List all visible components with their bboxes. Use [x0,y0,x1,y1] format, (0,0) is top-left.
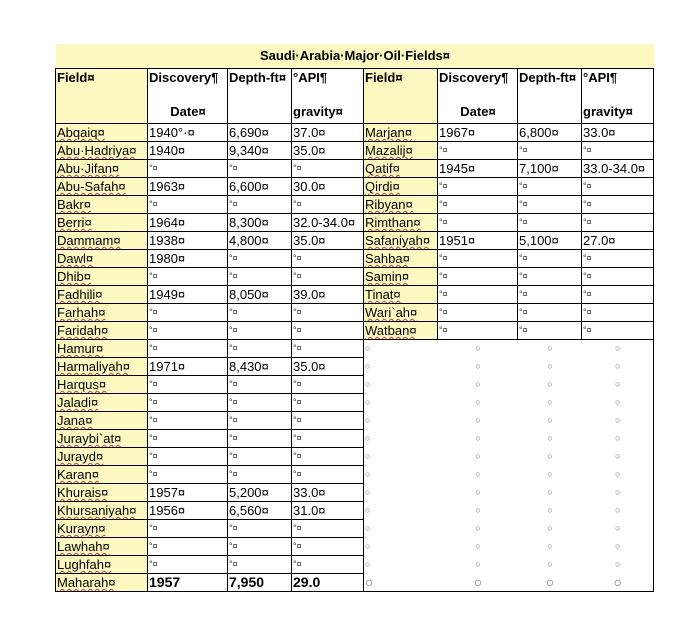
field-name-cell: Harmaliyah¤ [56,358,148,376]
empty-cell-marker: ○ [364,466,438,484]
field-name-cell: Abu·Hadriya¤ [56,142,148,160]
empty-cell-marker: ○ [475,504,481,515]
empty-cell-marker: ○ [475,378,481,389]
value-cell: 33.0¤ [582,124,654,142]
empty-cell-marker: ○ [364,538,438,556]
empty-cell-marker: ○ [547,378,553,389]
field-name-cell: Faridah¤ [56,322,148,340]
empty-cell-marker: ○ [475,540,481,551]
value-cell: 1949¤ [148,286,228,304]
empty-cell-marker: ○ [547,396,553,407]
table-row [56,538,654,556]
value-cell: °¤ [292,322,364,340]
value-cell: °¤ [228,466,292,484]
field-name-cell: Jurayd¤ [56,448,148,466]
empty-cell-marker: ○ [475,522,481,533]
table-row [56,304,654,322]
table-row [56,286,654,304]
field-name-cell: Khursaniyah¤ [56,502,148,520]
value-cell: °¤ [228,250,292,268]
value-cell: °¤ [518,142,582,160]
value-cell: °¤ [292,304,364,322]
field-name-cell: Khurais¤ [56,484,148,502]
value-cell: °¤ [582,196,654,214]
value-cell: °¤ [228,340,292,358]
empty-cell-marker: ○ [582,520,654,538]
value-cell: 1938¤ [148,232,228,250]
value-cell: °¤ [148,196,228,214]
header-discovery-left: Discovery¶ Date¤ [148,69,228,124]
empty-cell-marker: ○ [475,414,481,425]
field-name-cell: Jaladi¤ [56,394,148,412]
value-cell: °¤ [292,160,364,178]
value-cell: 31.0¤ [292,502,364,520]
value-cell: 7,950 [228,574,292,592]
empty-cell-marker: ○ [547,343,553,353]
value-cell: °¤ [582,322,654,340]
empty-cell-marker: ○ [364,394,438,412]
value-cell: °¤ [228,268,292,286]
table-row [56,214,654,232]
field-name-cell: Rimthan¤ [364,214,438,232]
table-row [56,340,654,358]
value-cell: 1963¤ [148,178,228,196]
value-cell: 1945¤ [438,160,518,178]
value-cell: °¤ [148,376,228,394]
field-name-cell: Karan¤ [56,466,148,484]
field-name-cell: Bakr¤ [56,196,148,214]
value-cell: °¤ [518,214,582,232]
empty-cell-marker: ○ [547,414,553,425]
empty-cell-marker: ○ [547,486,553,497]
value-cell: 37.0¤ [292,124,364,142]
header-row [56,69,654,124]
value-cell: °¤ [148,538,228,556]
table-row [56,142,654,160]
value-cell: 8,050¤ [228,286,292,304]
value-cell: °¤ [292,340,364,358]
value-cell: 6,690¤ [228,124,292,142]
empty-cell-marker: ○ [518,574,582,592]
empty-cell-marker: ○ [475,486,481,497]
value-cell: °¤ [148,430,228,448]
value-cell: 32.0-34.0¤ [292,214,364,232]
table-row [56,502,654,520]
value-cell: 7,100¤ [518,160,582,178]
empty-cell-marker: ○ [475,450,481,461]
empty-cell-marker: ○ [364,358,438,376]
empty-cell-marker: ○ [364,412,438,430]
field-name-cell: Abu·Jifan¤ [56,160,148,178]
value-cell: °¤ [228,412,292,430]
empty-cell-marker: ○ [364,376,438,394]
value-cell: °¤ [438,250,518,268]
empty-cell-marker: ○ [582,484,654,502]
field-name-cell: Lawhah¤ [56,538,148,556]
value-cell: 33.0¤ [292,484,364,502]
header-discovery-right: Discovery¶ Date¤ [438,69,518,124]
value-cell: °¤ [148,466,228,484]
field-name-cell: Watban¤ [364,322,438,340]
empty-cell-marker: ○ [582,430,654,448]
field-name-cell: Tinat¤ [364,286,438,304]
table-row [56,520,654,538]
field-name-cell: Fadhili¤ [56,286,148,304]
empty-cell-marker: ○ [582,448,654,466]
field-name-cell: Farhah¤ [56,304,148,322]
empty-cell-marker: ○ [364,448,438,466]
field-name-cell: Marjan¤ [364,124,438,142]
header-field-left: Field¤ [56,69,148,124]
value-cell: °¤ [228,448,292,466]
field-name-cell: Maharah¤ [56,574,148,592]
table-row [56,160,654,178]
value-cell: °¤ [228,538,292,556]
header-api-right: °API¶ gravity¤ [582,69,654,124]
empty-cell-marker: ○ [547,450,553,461]
table-row [56,466,654,484]
value-cell: °¤ [292,448,364,466]
table-row [56,574,654,592]
empty-cell-marker: ○ [364,574,438,592]
value-cell: °¤ [292,196,364,214]
empty-cell-marker: ○ [547,468,553,479]
empty-cell-marker: ○ [582,556,654,574]
oil-fields-table-container [55,44,654,592]
value-cell: 1971¤ [148,358,228,376]
value-cell: 1957 [148,574,228,592]
value-cell: °¤ [518,178,582,196]
value-cell: °¤ [438,304,518,322]
header-depth-right: Depth-ft¤ [518,69,582,124]
table-row [56,322,654,340]
value-cell: °¤ [582,214,654,232]
value-cell: °¤ [228,322,292,340]
value-cell: 1967¤ [438,124,518,142]
field-name-cell: Juraybi`at¤ [56,430,148,448]
field-name-cell: Dhib¤ [56,268,148,286]
value-cell: 6,800¤ [518,124,582,142]
table-row [56,376,654,394]
value-cell: 6,600¤ [228,178,292,196]
empty-cell-marker: ○ [547,558,553,569]
table-row [56,268,654,286]
empty-cell-marker: ○ [364,520,438,538]
value-cell: °¤ [438,196,518,214]
value-cell: °¤ [518,250,582,268]
value-cell: °¤ [438,322,518,340]
table-row [56,394,654,412]
value-cell: 33.0-34.0¤ [582,160,654,178]
empty-cell-marker: ○ [475,558,481,569]
table-row [56,484,654,502]
empty-cell-marker: ○ [582,412,654,430]
value-cell: °¤ [228,196,292,214]
value-cell: °¤ [582,142,654,160]
value-cell: °¤ [228,394,292,412]
table-row [56,232,654,250]
field-name-cell: Mazalij¤ [364,142,438,160]
value-cell: 1940°·¤ [148,124,228,142]
value-cell: °¤ [438,178,518,196]
value-cell: °¤ [518,304,582,322]
value-cell: °¤ [148,268,228,286]
field-name-cell: Harqus¤ [56,376,148,394]
value-cell: °¤ [228,304,292,322]
value-cell: °¤ [228,160,292,178]
empty-cell-marker: ○ [547,522,553,533]
value-cell: 39.0¤ [292,286,364,304]
field-name-cell: Qatif¤ [364,160,438,178]
value-cell: °¤ [228,520,292,538]
value-cell: 35.0¤ [292,358,364,376]
field-name-cell: Kurayn¤ [56,520,148,538]
empty-cell-marker: ○ [547,540,553,551]
value-cell: 1951¤ [438,232,518,250]
field-name-cell: Qirdi¤ [364,178,438,196]
value-cell: °¤ [292,466,364,484]
empty-cell-marker: ○ [547,432,553,443]
field-name-cell: Samin¤ [364,268,438,286]
table-title: Saudi·Arabia·Major·Oil·Fields¤ [56,44,654,69]
value-cell: °¤ [518,268,582,286]
empty-cell-marker: ○ [475,343,481,353]
empty-cell-marker: ○ [582,538,654,556]
value-cell: °¤ [148,556,228,574]
value-cell: °¤ [582,286,654,304]
value-cell: °¤ [582,268,654,286]
value-cell: 35.0¤ [292,232,364,250]
empty-cell-marker: ○ [438,574,518,592]
field-name-cell: Hamur¤ [56,340,148,358]
value-cell: °¤ [582,178,654,196]
value-cell: °¤ [438,286,518,304]
field-name-cell: Sahba¤ [364,250,438,268]
value-cell: °¤ [518,322,582,340]
empty-cell-marker: ○ [547,360,553,371]
empty-cell-marker: ○ [364,502,438,520]
empty-cell-marker: ○ [364,484,438,502]
empty-cell-marker: ○ [364,340,438,358]
value-cell: °¤ [582,304,654,322]
table-row [56,196,654,214]
value-cell: 1964¤ [148,214,228,232]
table-row [56,412,654,430]
value-cell: 35.0¤ [292,142,364,160]
empty-cell-marker: ○ [582,394,654,412]
value-cell: °¤ [292,556,364,574]
value-cell: °¤ [292,412,364,430]
value-cell: °¤ [148,160,228,178]
value-cell: 27.0¤ [582,232,654,250]
field-name-cell: Lughfah¤ [56,556,148,574]
value-cell: °¤ [438,142,518,160]
empty-cell-marker: ○ [547,504,553,515]
table-row [56,250,654,268]
value-cell: °¤ [148,340,228,358]
value-cell: 9,340¤ [228,142,292,160]
value-cell: °¤ [148,394,228,412]
field-name-cell: Abu-Safah¤ [56,178,148,196]
value-cell: °¤ [292,250,364,268]
value-cell: °¤ [228,556,292,574]
value-cell: 1980¤ [148,250,228,268]
value-cell: °¤ [292,376,364,394]
table-row [56,430,654,448]
value-cell: °¤ [148,304,228,322]
value-cell: 5,100¤ [518,232,582,250]
value-cell: 1956¤ [148,502,228,520]
value-cell: 30.0¤ [292,178,364,196]
table-row [56,556,654,574]
header-api-left: °API¶ gravity¤ [292,69,364,124]
value-cell: °¤ [438,214,518,232]
value-cell: 29.0 [292,574,364,592]
table-row [56,448,654,466]
empty-cell-marker: ○ [582,340,654,358]
value-cell: °¤ [148,448,228,466]
value-cell: °¤ [148,322,228,340]
header-depth-left: Depth-ft¤ [228,69,292,124]
value-cell: 5,200¤ [228,484,292,502]
table-row [56,358,654,376]
table-row [56,124,654,142]
value-cell: °¤ [292,268,364,286]
value-cell: 1940¤ [148,142,228,160]
empty-cell-marker: ○ [475,396,481,407]
value-cell: °¤ [292,394,364,412]
field-name-cell: Safaniyah¤ [364,232,438,250]
empty-cell-marker: ○ [582,574,654,592]
field-name-cell: Dammam¤ [56,232,148,250]
value-cell: °¤ [148,520,228,538]
value-cell: 1957¤ [148,484,228,502]
field-name-cell: Berri¤ [56,214,148,232]
field-name-cell: Wari`ah¤ [364,304,438,322]
table-row [56,178,654,196]
value-cell: 4,800¤ [228,232,292,250]
oil-fields-table [55,44,654,592]
field-name-cell: Dawl¤ [56,250,148,268]
value-cell: °¤ [292,520,364,538]
empty-cell-marker: ○ [364,556,438,574]
empty-cell-marker: ○ [475,360,481,371]
value-cell: °¤ [228,430,292,448]
empty-cell-marker: ○ [475,468,481,479]
empty-cell-marker: ○ [582,376,654,394]
value-cell: °¤ [518,196,582,214]
field-name-cell: Abqaiq¤ [56,124,148,142]
field-name-cell: Jana¤ [56,412,148,430]
value-cell: °¤ [228,376,292,394]
value-cell: °¤ [292,430,364,448]
value-cell: °¤ [518,286,582,304]
value-cell: °¤ [582,250,654,268]
empty-cell-marker: ○ [582,502,654,520]
value-cell: 8,430¤ [228,358,292,376]
empty-cell-marker: ○ [582,466,654,484]
empty-cell-marker: ○ [582,358,654,376]
value-cell: °¤ [148,412,228,430]
empty-cell-marker: ○ [475,432,481,443]
field-name-cell: Ribyan¤ [364,196,438,214]
value-cell: °¤ [292,538,364,556]
header-field-right: Field¤ [364,69,438,124]
empty-cell-marker: ○ [364,430,438,448]
value-cell: 6,560¤ [228,502,292,520]
value-cell: 8,300¤ [228,214,292,232]
value-cell: °¤ [438,268,518,286]
